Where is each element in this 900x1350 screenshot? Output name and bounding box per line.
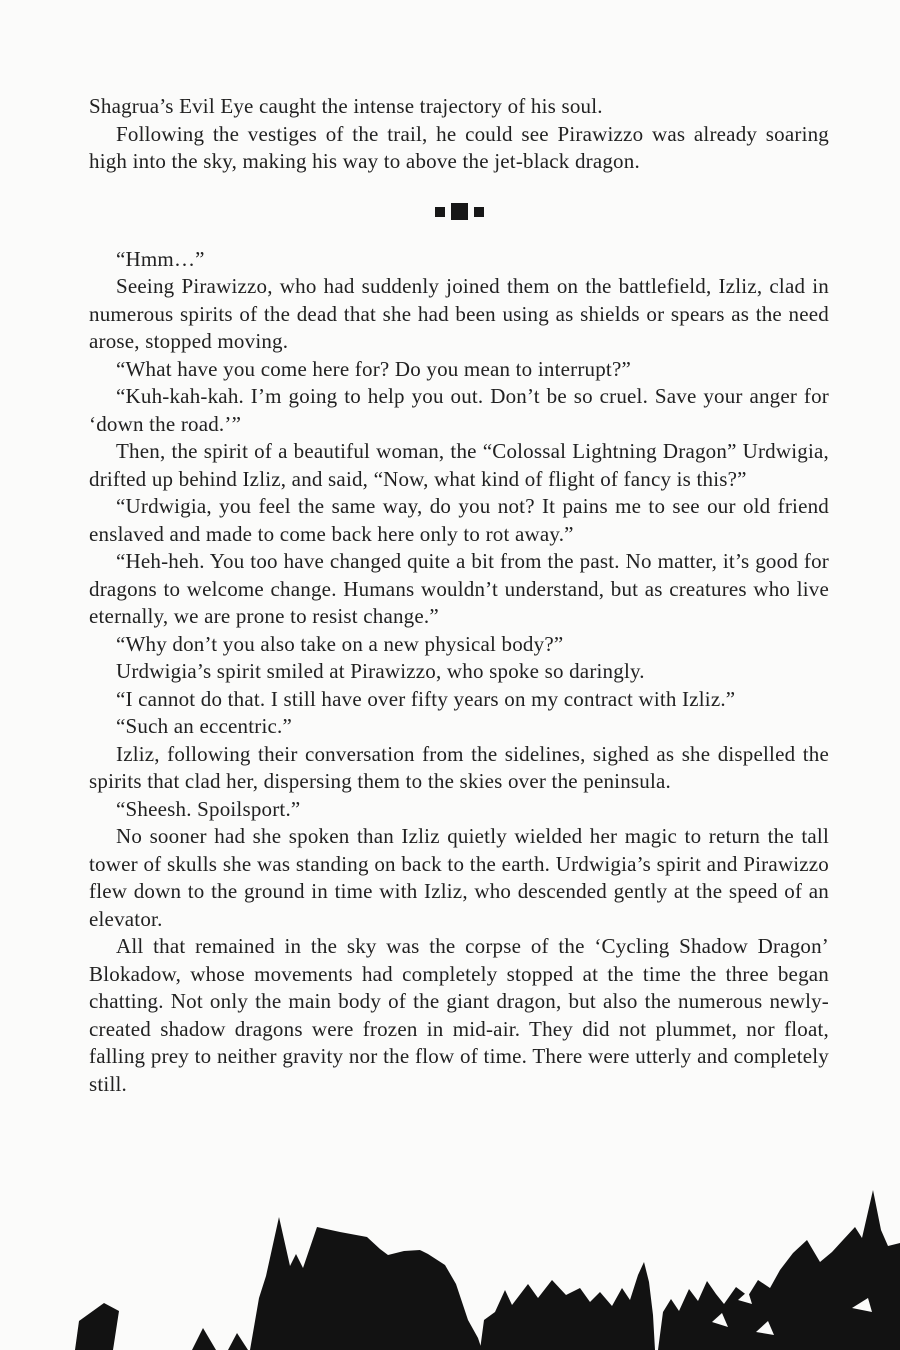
paragraph: “Heh-heh. You too have changed quite a bit from the past. No matter, it’s good for dragons to welcome change. Humans wouldn’t understand, but as creatures who live eternally, we are prone to resist change.”	[89, 549, 829, 628]
page-text	[89, 93, 829, 1098]
paragraph: “Such an eccentric.”	[116, 714, 292, 738]
paragraph: “What have you come here for? Do you mean to interrupt?”	[116, 356, 631, 381]
paragraph: “Urdwigia, you feel the same way, do you not? It pains me to see our old friend enslaved and made to come back here only to rot away.”	[89, 494, 829, 546]
paragraph: Izliz, following their conversation from the sidelines, sighed as she dispelled the spirits that clad her, dispersing them to the skies over the peninsula.	[89, 741, 829, 793]
paragraph: “Why don’t you also take on a new physical body?”	[116, 631, 564, 656]
small-square-icon	[474, 207, 484, 217]
small-square-icon	[435, 207, 445, 217]
paragraph: Following the vestiges of the trail, he could see Pirawizzo was already soaring high into the sky, making his way to above the jet-black dragon.	[89, 121, 829, 173]
large-square-icon	[451, 203, 468, 220]
scene-break-icon	[89, 203, 829, 221]
paragraph: Shagrua’s Evil Eye caught the intense trajectory of his soul.	[89, 94, 603, 118]
paragraph: “Hmm…”	[116, 246, 205, 271]
paragraph: All that remained in the sky was the corpse of the ‘Cycling Shadow Dragon’ Blokadow, whose movements had completely stopped at the time the three began chatting. Not only the main body of the giant dragon, but also the numerous newly-created shadow dragons were frozen in mid-air. They did not plummet, nor float, falling prey to neither gravity nor the flow of time. There were utterly and completely still.	[89, 934, 829, 1096]
paragraph: Then, the spirit of a beautiful woman, the “Colossal Lightning Dragon” Urdwigia, drifted up behind Izliz, and said, “Now, what kind of flight of fancy is this?”	[89, 439, 829, 491]
debris-shapes	[75, 1190, 900, 1350]
jagged-debris-illustration	[0, 1180, 900, 1350]
paragraph: “I cannot do that. I still have over fifty years on my contract with Izliz.”	[116, 686, 736, 711]
paragraph: “Sheesh. Spoilsport.”	[116, 796, 301, 821]
paragraph: Seeing Pirawizzo, who had suddenly joined them on the battlefield, Izliz, clad in numerous spirits of the dead that she had been using as shields or spears as the need arose, stopped moving.	[89, 274, 829, 353]
jagged-debris-svg	[0, 1180, 900, 1350]
paragraph: Urdwigia’s spirit smiled at Pirawizzo, who spoke so daringly.	[116, 659, 645, 683]
paragraph: “Kuh-kah-kah. I’m going to help you out. Don’t be so cruel. Save your anger for ‘down the road.’”	[89, 384, 829, 436]
paragraph: No sooner had she spoken than Izliz quietly wielded her magic to return the tall tower of skulls she was standing on back to the earth. Urdwigia’s spirit and Pirawizzo flew down to the ground in time with Izliz, who descended gently at the speed of an elevator.	[89, 824, 829, 931]
